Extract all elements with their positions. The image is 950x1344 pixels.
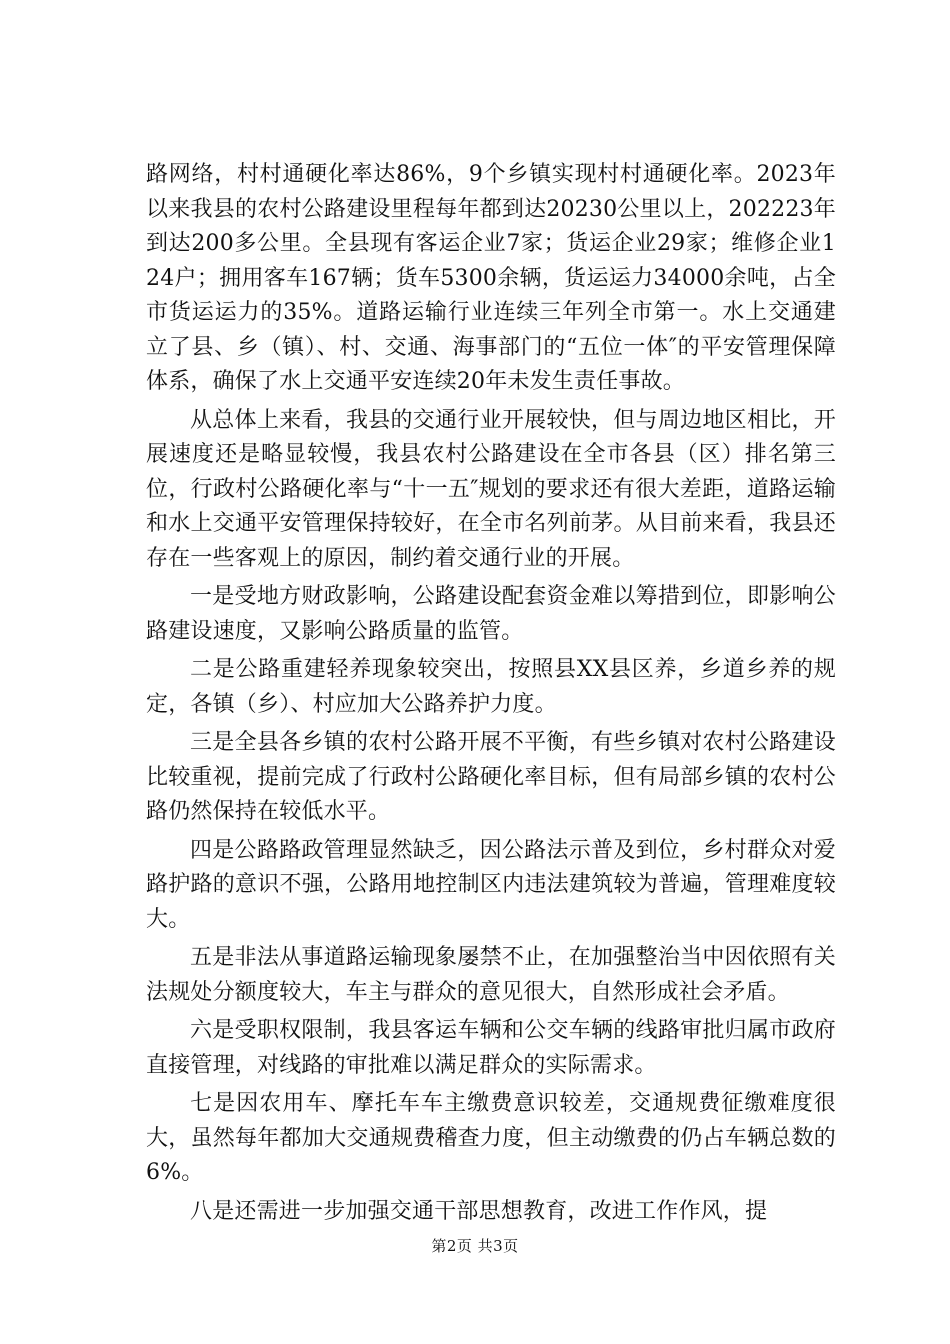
paragraph-continuation: 路网络，村村通硬化率达86%，9个乡镇实现村村通硬化率。2023年以来我县的农村公路建设里程每年都到达20230公里以上，202223年到达200多公里。全县现有客运企业7家；货运企业29家；维修企业124户；拥用客车167辆；货车5300余辆，货运运力34000余吨，占全市货运运力的35%。道路运输行业连续三年列全市第一。水上交通建立了县、乡（镇）、村、交通、海事部门的“五位一体″的平安管理保障体系，确保了水上交通平安连续20年未发生责任事故。 — [146, 162, 836, 394]
document-body — [146, 158, 836, 1233]
page-number-footer: 第2页 共3页 — [431, 1237, 519, 1255]
paragraph-issue-3: 三是全县各乡镇的农村公路开展不平衡，有些乡镇对农村公路建设比较重视，提前完成了行政村公路硬化率目标，但有局部乡镇的农村公路仍然保持在较低水平。 — [146, 730, 836, 824]
paragraph-issue-8: 八是还需进一步加强交通干部思想教育，改进工作作风，提 — [190, 1198, 768, 1224]
paragraph-issue-7: 七是因农用车、摩托车车主缴费意识较差，交通规费征缴难度很大，虽然每年都加大交通规费稽查力度，但主动缴费的仍占车辆总数的6%。 — [146, 1091, 836, 1185]
paragraph-issue-6: 六是受职权限制，我县客运车辆和公交车辆的线路审批归属市政府直接管理，对线路的审批难以满足群众的实际需求。 — [146, 1018, 836, 1078]
paragraph-issue-2: 二是公路重建轻养现象较突出，按照县XX县区养，乡道乡养的规定，各镇（乡）、村应加大公路养护力度。 — [146, 657, 836, 717]
paragraph-issue-4: 四是公路路政管理显然缺乏，因公路法示普及到位，乡村群众对爱路护路的意识不强，公路用地控制区内违法建筑较为普遍，管理难度较大。 — [146, 837, 836, 932]
paragraph-overview: 从总体上来看，我县的交通行业开展较快，但与周边地区相比，开展速度还是略显较慢，我县农村公路建设在全市各县（区）排名第三位，行政村公路硬化率与“十一五″规划的要求还有很大差距，道路运输和水上交通平安管理保持较好，在全市名列前茅。从目前来看，我县还存在一些客观上的原因，制约着交通行业的开展。 — [146, 407, 836, 571]
paragraph-issue-5: 五是非法从事道路运输现象屡禁不止，在加强整治当中因依照有关法规处分额度较大，车主与群众的意见很大，自然形成社会矛盾。 — [146, 945, 836, 1005]
paragraph-issue-1: 一是受地方财政影响，公路建设配套资金难以筹措到位，即影响公路建设速度，又影响公路质量的监管。 — [146, 584, 836, 644]
